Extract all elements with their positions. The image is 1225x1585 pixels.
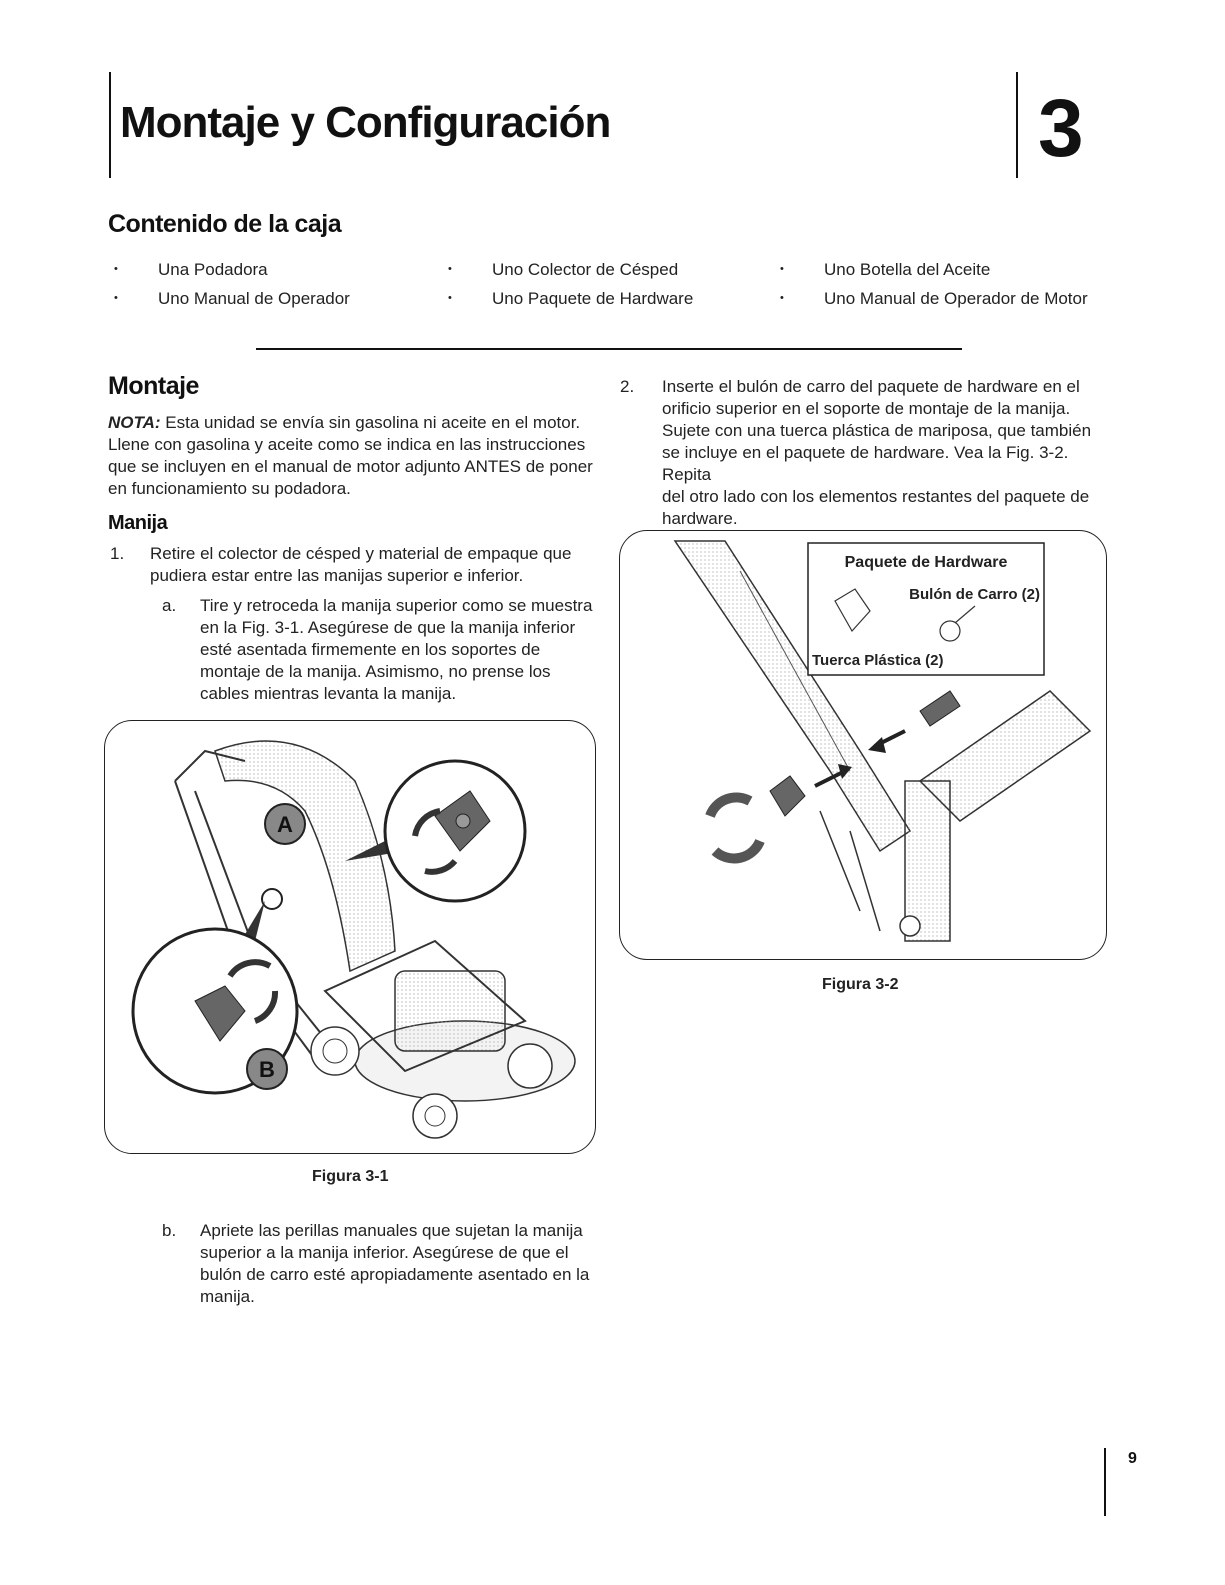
contents-column-3 [780, 255, 1088, 313]
step-line: Tire y retroceda la manija superior como se muestra [200, 596, 593, 615]
list-item: • Una Podadora [114, 255, 350, 284]
figure-3-2-caption: Figura 3-2 [822, 976, 899, 993]
list-item: • Uno Manual de Operador de Motor [780, 284, 1088, 313]
step-2 [620, 376, 1120, 528]
step-line: Retire el colector de césped y material de empaque que [150, 544, 572, 563]
note-line: Esta unidad se envía sin gasolina ni aceite en el motor. [160, 413, 581, 432]
step-line: pudiera estar entre las manijas superior e inferior. [150, 566, 524, 585]
step-line: se incluye en el paquete de hardware. Vea la Fig. 3-2. Repita [662, 443, 1069, 484]
manija-heading: Manija [108, 512, 168, 534]
step-line: del otro lado con los elementos restantes del paquete de [662, 487, 1090, 506]
step-number: 2. [620, 377, 635, 396]
handle-hardware-illustration [620, 531, 1106, 959]
contents-column-2 [448, 255, 693, 313]
step-1b [162, 1220, 602, 1310]
step-line: Apriete las perillas manuales que sujetan la manija [200, 1221, 583, 1240]
contents-column-1 [114, 255, 350, 313]
step-number: 1. [110, 544, 125, 563]
bolt-label: Bulón de Carro (2) [909, 586, 1040, 603]
montaje-heading: Montaje [108, 372, 199, 400]
note-paragraph [108, 412, 598, 500]
step-1a [162, 595, 602, 710]
step-line: montaje de la manija. Asimismo, no prense los [200, 662, 551, 681]
note-label: NOTA: [108, 413, 161, 432]
figure-3-1-caption: Figura 3-1 [312, 1168, 389, 1185]
step-line: manija. [200, 1287, 255, 1306]
page-number-bar [1104, 1448, 1106, 1516]
lawn-mower-illustration [105, 721, 595, 1153]
callout-a-label: A [277, 812, 293, 837]
note-line: Llene con gasolina y aceite como se indica en las instrucciones [108, 435, 586, 454]
step-line: Sujete con una tuerca plástica de mariposa, que también [662, 421, 1092, 440]
section-divider [256, 348, 962, 350]
step-1 [110, 543, 600, 593]
step-line: bulón de carro esté apropiadamente asentado en la [200, 1265, 590, 1284]
list-item: • Uno Colector de Césped [448, 255, 693, 284]
chapter-number: 3 [1038, 83, 1084, 174]
chapter-number-bar [1016, 72, 1018, 178]
contents-heading: Contenido de la caja [108, 210, 342, 238]
figure-3-1 [104, 720, 596, 1154]
callout-b-label: B [259, 1057, 275, 1082]
callout-title: Paquete de Hardware [844, 554, 1008, 571]
chapter-title: Montaje y Configuración [120, 98, 611, 147]
list-item: • Uno Manual de Operador [114, 284, 350, 313]
page-number: 9 [1128, 1450, 1137, 1467]
note-line: que se incluyen en el manual de motor adjunto ANTES de poner [108, 457, 593, 476]
list-item: • Uno Paquete de Hardware [448, 284, 693, 313]
step-line: en la Fig. 3-1. Asegúrese de que la manija inferior [200, 618, 576, 637]
nut-label: Tuerca Plástica (2) [812, 652, 944, 669]
step-number: a. [162, 596, 177, 615]
figure-3-2 [619, 530, 1107, 960]
step-number: b. [162, 1221, 177, 1240]
chapter-title-bar [109, 72, 111, 178]
step-line: orificio superior en el soporte de montaje de la manija. [662, 399, 1071, 418]
step-line: cables mientras levanta la manija. [200, 684, 457, 703]
step-line: esté asentada firmemente en los soportes de [200, 640, 541, 659]
list-item: • Uno Botella del Aceite [780, 255, 1088, 284]
step-line: hardware. [662, 509, 738, 528]
note-line: en funcionamiento su podadora. [108, 479, 351, 498]
step-line: superior a la manija inferior. Asegúrese de que el [200, 1243, 569, 1262]
step-line: Inserte el bulón de carro del paquete de hardware en el [662, 377, 1080, 396]
carriage-bolt-icon [940, 621, 960, 641]
